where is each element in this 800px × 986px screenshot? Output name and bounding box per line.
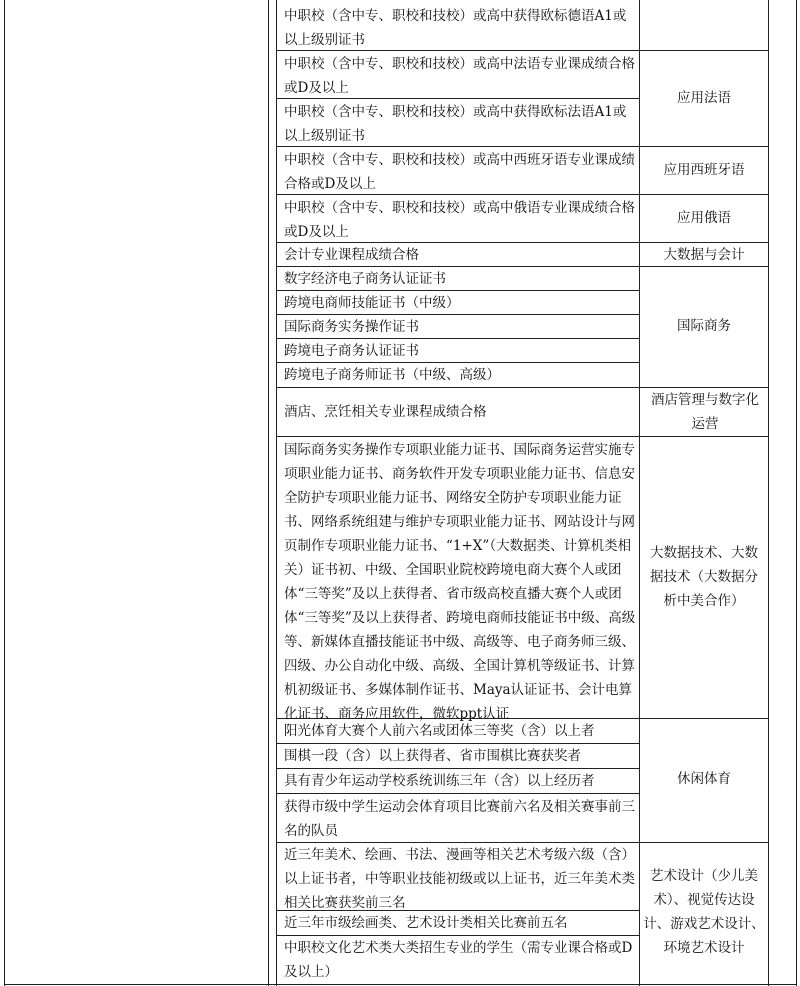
row-divider xyxy=(639,718,769,719)
requirement-cell: 国际商务实务操作证书 xyxy=(284,319,419,335)
requirement-cell: 会计专业课程成绩合格 xyxy=(284,247,419,263)
major-cell: 应用俄语 xyxy=(677,210,731,226)
major-cell: 应用西班牙语 xyxy=(663,162,745,178)
requirement-cell: 跨境电子商务认证证书 xyxy=(284,343,419,359)
column-divider xyxy=(639,0,640,986)
requirement-cell: 跨境电商师技能证书（中级） xyxy=(284,295,460,311)
table-border-left xyxy=(4,0,5,986)
row-divider xyxy=(639,50,769,51)
row-divider xyxy=(639,436,769,437)
row-divider xyxy=(639,842,769,843)
row-divider xyxy=(276,793,640,794)
row-divider xyxy=(276,387,640,388)
major-cell: 大数据技术、大数据技术（大数据分析中美合作） xyxy=(650,545,758,609)
requirement-cell: 中职校（含中专、职校和技校）或高中西班牙语专业课成绩合格或D及以上 xyxy=(284,152,635,192)
requirement-cell: 中职校（含中专、职校和技校）或高中俄语专业课成绩合格或D及以上 xyxy=(284,200,635,240)
major-cell: 大数据与会计 xyxy=(663,247,745,263)
requirement-cell: 数字经济电子商务认证证书 xyxy=(284,271,446,287)
requirement-cell: 中职校文化艺术类大类招生专业的学生（需专业课合格或D及以上） xyxy=(284,940,633,980)
requirement-cell: 跨境电子商务师证书（中级、高级） xyxy=(284,367,500,383)
major-cell: 应用法语 xyxy=(677,90,731,106)
row-divider xyxy=(639,194,769,195)
requirement-cell: 中职校（含中专、职校和技校）或高中获得欧标法语A1或以上级别证书 xyxy=(284,104,627,144)
row-divider xyxy=(276,436,640,437)
requirement-cell: 中职校（含中专、职校和技校）或高中获得欧标德语A1或以上级别证书 xyxy=(284,8,627,48)
column-divider xyxy=(768,0,769,986)
requirement-cell: 近三年美术、绘画、书法、漫画等相关艺术考级六级（含）以上证书者，中等职业技能初级或以上证书，近三年美术类相关比赛获奖前三名 xyxy=(284,847,635,911)
major-cell: 艺术设计（少儿美术）、视觉传达设计、游戏艺术设计、环境艺术设计 xyxy=(643,868,765,956)
table-border-right xyxy=(796,0,797,986)
major-cell: 酒店管理与数字化运营 xyxy=(651,392,759,432)
column-divider xyxy=(276,0,277,986)
row-divider xyxy=(639,146,769,147)
requirement-cell: 酒店、烹饪相关专业课程成绩合格 xyxy=(284,404,487,420)
major-cell: 休闲体育 xyxy=(677,771,731,787)
requirement-cell: 具有青少年运动学校系统训练三年（含）以上经历者 xyxy=(284,773,595,789)
requirement-cell: 近三年市级绘画类、艺术设计类相关比赛前五名 xyxy=(284,915,568,931)
requirement-cell: 获得市级中学生运动会体育项目比赛前六名及相关赛事前三名的队员 xyxy=(284,799,635,839)
requirement-cell: 国际商务实务操作专项职业能力证书、国际商务运营实施专项职业能力证书、商务软件开发专项职业能力证书、信息安全防护专项职业能力证书、网络安全防护专项职业能力证书、网络系统组建与维护专项职业能力证书、网站设计与网页制作专项职业能力证书、“1+X”（大数据类、计算机类相关）证书初、中级、全国职业院校跨境电商大赛个人或团体“三等奖”及以上获得者、省市级高校直播大赛个人或团体“三等奖”及以上获得者、跨境电商师技能证书中级、高级等、新媒体直播技能证书中级、高级等、电子商务师三级、四级、办公自动化中级、高级、全国计算机等级证书、计算机初级证书、多媒体制作证书、Maya认证证书、会计电算化证书、商务应用软件，微软ppt认证 xyxy=(284,442,636,722)
table-border-bottom xyxy=(4,984,797,985)
major-cell: 国际商务 xyxy=(677,318,731,334)
requirement-cell: 中职校（含中专、职校和技校）或高中法语专业课成绩合格或D及以上 xyxy=(284,56,635,96)
requirement-cell: 围棋一段（含）以上获得者、省市围棋比赛获奖者 xyxy=(284,748,581,764)
column-divider xyxy=(268,0,269,986)
requirement-cell: 阳光体育大赛个人前六名或团体三等奖（含）以上者 xyxy=(284,723,595,739)
